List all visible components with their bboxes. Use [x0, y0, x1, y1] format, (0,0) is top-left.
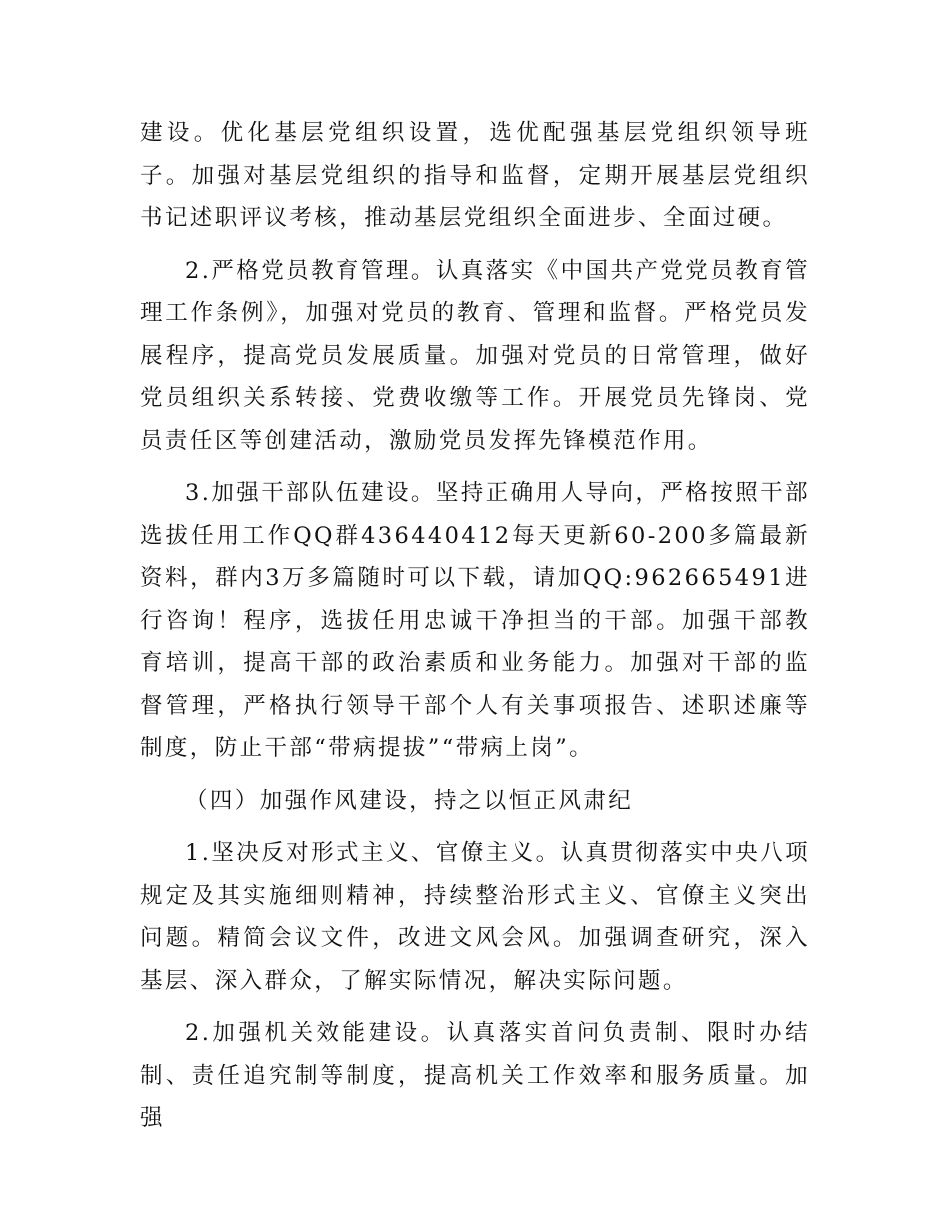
paragraph-efficiency-building: 2.加强机关效能建设。认真落实首问负责制、限时办结制、责任追究制等制度，提高机关工作效率和服务质量。加强 — [140, 1020, 810, 1131]
document-body — [140, 112, 810, 1150]
paragraph-cadre-team-building: 3.加强干部队伍建设。坚持正确用人导向，严格按照干部选拔任用工作QQ群436440412每天更新60-200多篇最新资料，群内3万多篇随时可以下载，请加QQ:962665491进行咨询！程序，选拔任用忠诚干净担当的干部。加强干部教育培训，提高干部的政治素质和业务能力。加强对干部的监督管理，严格执行领导干部个人有关事项报告、述职述廉等制度，防止干部“带病提拔”“带病上岗”。 — [140, 480, 810, 761]
paragraph-continued: 建设。优化基层党组织设置，选优配强基层党组织领导班子。加强对基层党组织的指导和监督，定期开展基层党组织书记述职评议考核，推动基层党组织全面进步、全面过硬。 — [140, 120, 810, 231]
paragraph-party-member-management: 2.严格党员教育管理。认真落实《中国共产党党员教育管理工作条例》，加强对党员的教育、管理和监督。严格党员发展程序，提高党员发展质量。加强对党员的日常管理，做好党员组织关系转接、党费收缴等工作。开展党员先锋岗、党员责任区等创建活动，激励党员发挥先锋模范作用。 — [140, 257, 810, 454]
section-heading: （四）加强作风建设，持之以恒正风肃纪 — [185, 787, 634, 814]
paragraph-oppose-formalism: 1.坚决反对形式主义、官僚主义。认真贯彻落实中央八项规定及其实施细则精神，持续整治形式主义、官僚主义突出问题。精简会议文件，改进文风会风。加强调查研究，深入基层、深入群众，了解实际情况，解决实际问题。 — [140, 840, 810, 994]
